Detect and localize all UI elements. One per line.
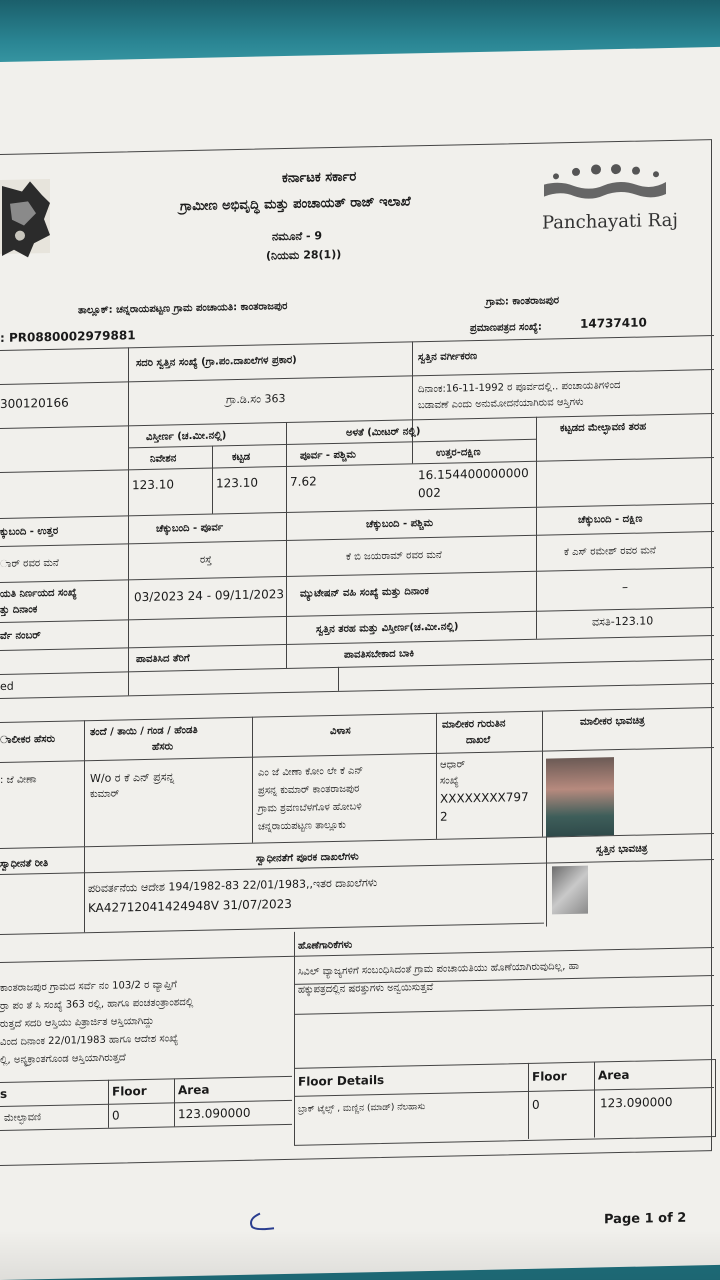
liabilities-text-1: ಸಿವಿಲ್ ವ್ಯಾಜ್ಯಗಳಿಗೆ ಸಂಬಂಧಿಸಿದಂತೆ ಗ್ರಾಮ ಪಂಚಾಯತಿಯು ಹೊಣೆಯಾಗಿರುವುದಿಲ್ಲ, ಹಾ [298, 960, 580, 978]
owner-id-header-1: ಮಾಲೀಕರ ಗುರುತಿನ [442, 718, 506, 731]
rule-line [594, 1062, 595, 1138]
rule-line [286, 512, 287, 668]
resolution-header-2: ತ್ತು ದಿನಾಂಕ [0, 604, 38, 616]
rule-line [338, 667, 339, 691]
floor-left-floor: 0 [112, 1108, 120, 1123]
survey-header: ರ್ವೆ ನಂಬರ್ [0, 630, 41, 642]
acquisition-method-header: ಸ್ವಾಧೀನತೆ ರೀತಿ [0, 857, 49, 870]
rule-line [412, 341, 413, 463]
dept-title: ಗ್ರಾಮೀಣ ಅಭಿವೃದ್ಧಿ ಮತ್ತು ಪಂಚಾಯತ್ ರಾಜ್ ಇಲಾಖೆ [180, 194, 411, 215]
resolution-header-1: ಯತಿ ನಿರ್ಣಯದ ಸಂಖ್ಯೆ [0, 587, 77, 600]
acquisition-documents-header: ಸ್ವಾಧೀನತೆಗೆ ಪೂರಕ ದಾಖಲೆಗಳು [256, 851, 359, 865]
floor-right-floor: 0 [532, 1097, 540, 1112]
owner-photo [546, 757, 614, 836]
north-south-value-2: 002 [418, 485, 441, 501]
address-line-2: ಪ್ರಸನ್ನ ಕುಮಾರ್ ಕಾಂತರಾಜಪುರ [258, 783, 360, 797]
grama-name: ಗ್ರಾಮ: ಕಾಂತರಾಜಪುರ [486, 295, 560, 308]
roof-header: ಕಟ್ಟಡದ ಮೇಲ್ಛಾವಣಿ ತರಹ [560, 421, 647, 435]
karnataka-emblem [0, 173, 56, 260]
site-header: ನಿವೇಶನ [150, 453, 177, 465]
address-line-1: ಎಂ ಜೆ ವೀಣಾ ಕೋಂ ಲೇ ಕೆ ಎನ್ [258, 765, 364, 779]
remarks-line-3: ರುತ್ತದೆ ಸದರಿ ಆಸ್ತಿಯು ಪಿತ್ರಾರ್ಜಿತ ಆಸ್ತಿಯಾಗಿದ್ದು [0, 1015, 154, 1030]
certificate-number: 14737410 [580, 315, 647, 331]
acquisition-doc-2: KA42712041424948V 31/07/2023 [88, 896, 292, 916]
type-area-header: ಸ್ವತ್ತಿನ ತರಹ ಮತ್ತು ವಿಸ್ತೀರ್ಣ(ಚ.ಮೀ.ನಲ್ಲಿ) [316, 621, 459, 636]
owner-name: : ಜೆ ವೀಣಾ [0, 774, 37, 786]
boundary-north-header: ಕ್ಕುಬಂದಿ - ಉತ್ತರ [0, 525, 59, 538]
prop-class-line2: ಬಡಾವಣೆ ಎಂದು ಅನುಮೋದನೆಯಾಗಿರುವ ಆಸ್ತಿಗಳು [418, 396, 584, 412]
owner-photo-header: ಮಾಲೀಕರ ಭಾವಚಿತ್ರ [580, 715, 645, 728]
liabilities-text-2: ಹಕ್ಕುಪತ್ರದಲ್ಲಿನ ಷರತ್ತುಗಳು ಅನ್ವಯಿಸುತ್ತವೆ [298, 981, 434, 996]
owner-id-line-1: ಆಧಾರ್ [440, 759, 466, 771]
prop-class-header: ಸ್ವತ್ತಿನ ವರ್ಗೀಕರಣ [418, 351, 478, 364]
type-area-value: ವಸತಿ-123.10 [592, 614, 654, 629]
owner-id-line-3: XXXXXXXX797 [440, 789, 529, 806]
relation-value-1: W/o ರ ಕೆ ಎನ್ ಪ್ರಸನ್ನ [90, 770, 175, 786]
certificate-label: ಪ್ರಮಾಣಪತ್ರದ ಸಂಖ್ಯೆ: [470, 321, 542, 335]
floor-details-value: ಬ್ರಾಕ್ ಟೈಲ್ಸ್ , ಮಣ್ಣಿನ (ಮಾಡ್) ನೆಲಹಾಸು [298, 1102, 426, 1115]
panchayati-raj-logo-text: Panchayati Raj [542, 209, 678, 234]
rule-line [286, 422, 287, 512]
remarks-line-1: ಕಾಂತರಾಜಪುರ ಗ್ರಾಮದ ಸರ್ವೆ ನಂ 103/2 ರ ವ್ಯಾಪ್ತಿಗೆ [0, 979, 177, 994]
boundary-east-header: ಚೆಕ್ಕುಬಂದಿ - ಪೂರ್ವ [156, 522, 224, 535]
boundary-north-value: ಾರ್ ರವರ ಮನೆ [0, 557, 59, 570]
property-id: : PR0880002979881 [0, 328, 136, 345]
floor-left-s-header: s [0, 1086, 8, 1101]
tax-paid-header: ಪಾವತಿಸಿದ ತೆರಿಗೆ [136, 653, 190, 666]
resolution-value: 03/2023 24 - 09/11/2023 [134, 587, 285, 605]
mutation-header: ಮ್ಯುಟೇಷನ್ ವಹಿ ಸಂಖ್ಯೆ ಮತ್ತು ದಿನಾಂಕ [300, 586, 429, 600]
mutation-value: – [622, 579, 628, 594]
relation-header-1: ತಂದೆ / ತಾಯಿ / ಗಂಡ / ಹೆಂಡತಿ [90, 724, 198, 739]
remarks-line-5: ಲ್ಲಿ, ಅನ್ಯಕ್ರಾಂತಗೊಂಡ ಆಸ್ತಿಯಾಗಿರುತ್ತದೆ [0, 1052, 126, 1066]
floor-details-header: Floor Details [298, 1072, 385, 1089]
rule-line [174, 1078, 175, 1126]
prop-no-header: ಸದರಿ ಸ್ವತ್ತಿನ ಸಂಖ್ಯೆ (ಗ್ರಾ.ಪಂ.ದಾಖಲೆಗಳ ಪ್ರಕಾರ) [136, 354, 297, 370]
rule-line [536, 507, 537, 571]
liabilities-header: ಹೊಣೆಗಾರಿಕೆಗಳು [298, 939, 353, 952]
tax-paid-stub: ed [0, 679, 14, 693]
floor-left-area-header: Area [178, 1082, 210, 1098]
page-number: Page 1 of 2 [604, 1210, 687, 1228]
property-photo-header: ಸ್ವತ್ತಿನ ಭಾವಚಿತ್ರ [596, 843, 648, 856]
prop-code: 300120166 [0, 395, 69, 411]
floor-right-area: 123.090000 [600, 1094, 673, 1111]
relation-header-2: ಹೆಸರು [152, 741, 174, 753]
remarks-line-4: ವಿಂದ ದಿನಾಂಕ 22/01/1983 ಹಾಗೂ ಆದೇಶ ಸಂಖ್ಯೆ [0, 1033, 179, 1048]
boundary-west-value: ಕೆ ಬಿ ಜಯರಾಮ್ ರವರ ಮನೆ [346, 549, 442, 563]
rule-line [536, 571, 537, 639]
floor-right-area-header: Area [598, 1067, 630, 1083]
rule-line [546, 837, 547, 927]
rule-line [536, 417, 537, 507]
rule-line [212, 446, 213, 514]
floor-left-floor-header: Floor [112, 1083, 147, 1099]
east-west-header: ಪೂರ್ವ - ಪಶ್ಚಿಮ [300, 449, 356, 462]
rule-line [128, 347, 129, 695]
rule-line [436, 713, 437, 839]
owner-id-header-2: ದಾಖಲೆ [466, 734, 491, 747]
rule-line [294, 932, 295, 1072]
rule-line [528, 1063, 529, 1139]
rule-line [252, 717, 253, 843]
address-line-3: ಗ್ರಾಮ ಶ್ರವಣಬೆಳಗೊಳ ಹೋಬಳಿ [258, 801, 362, 815]
measure-header: ಅಳತೆ (ಮೀಟರ್ ನಲ್ಲಿ) [346, 426, 421, 439]
remarks-line-2: ರ್ರಾ ಪಂ ತೆ ಸಿ ಸಂಖ್ಯೆ 363 ರಲ್ಲಿ, ಹಾಗೂ ಪಂಚತಂತ್ರಾಂಶದಲ್ಲಿ [0, 996, 194, 1012]
rule-line [542, 711, 543, 837]
rule-line [108, 1080, 109, 1128]
panchayati-raj-logo [540, 160, 678, 253]
boundary-south-value: ಕೆ ಎಸ್ ರಮೇಶ್ ರವರ ಮನೆ [564, 545, 656, 559]
floor-left-type: ಮೇಲ್ಛಾವಣಿ [4, 1112, 42, 1124]
gram-number: ಗ್ರಾ.ಡಿ.ಸಂ 363 [226, 392, 286, 407]
address-header: ವಿಳಾಸ [330, 725, 351, 738]
address-line-4: ಚನ್ನರಾಯಪಟ್ಟಣ ತಾಲ್ಲೂಕು [258, 819, 346, 833]
taluk-panchayat: ತಾಲ್ಲೂಕ್: ಚನ್ನರಾಯಪಟ್ಟಣ ಗ್ರಾಮ ಪಂಚಾಯತಿ: ಕಾಂತರಾಜಪುರ [78, 300, 288, 317]
boundary-east-value: ರಸ್ತೆ [200, 554, 212, 566]
tax-due-header: ಪಾವತಿಸಬೇಕಾದ ಬಾಕಿ [344, 648, 415, 661]
floor-right-floor-header: Floor [532, 1069, 567, 1084]
area-header: ವಿಸ್ತೀರ್ಣ (ಚ.ಮೀ.ನಲ್ಲಿ) [146, 430, 227, 443]
owner-name-header: ಾಲೀಕರ ಹೆಸರು [0, 733, 56, 746]
owner-id-line-2: ಸಂಖ್ಯೆ [440, 775, 459, 787]
document-page [0, 47, 720, 1280]
prop-class-line1: ದಿನಾಂಕ:16-11-1992 ರ ಪೂರ್ವದಲ್ಲಿ.. ಪಂಚಾಯತಿಗಳಿಂದ [418, 380, 621, 396]
rule-reference: (ನಿಯಮ 28(1)) [266, 247, 342, 263]
shadow-overlay [0, 1230, 720, 1280]
building-header: ಕಟ್ಟಡ [232, 451, 251, 464]
property-photo [552, 866, 588, 915]
relation-value-2: ಕುಮಾರ್ [90, 788, 120, 801]
acquisition-doc-1: ಪರಿವರ್ತನೆಯ ಆದೇಶ 194/1982-83 22/01/1983,,ಇತರ ದಾಖಲೆಗಳು [88, 876, 378, 896]
north-south-header: ಉತ್ತರ-ದಕ್ಷಿಣ [436, 446, 481, 459]
building-area-value: 123.10 [216, 475, 258, 491]
gov-title: ಕರ್ನಾಟಕ ಸರ್ಕಾರ [282, 169, 357, 187]
site-area-value: 123.10 [132, 477, 174, 493]
east-west-value: 7.62 [290, 474, 317, 489]
rule-line [84, 720, 85, 846]
form-number: ನಮೂನೆ - 9 [272, 229, 323, 244]
owner-id-line-4: 2 [440, 809, 448, 824]
rule-line [84, 846, 85, 932]
boundary-south-header: ಚೆಕ್ಕುಬಂದಿ - ದಕ್ಷಿಣ [578, 513, 643, 526]
boundary-west-header: ಚೆಕ್ಕುಬಂದಿ - ಪಶ್ಚಿಮ [366, 517, 434, 531]
north-south-value-1: 16.154400000000 [418, 465, 529, 483]
floor-left-area: 123.090000 [178, 1105, 251, 1122]
